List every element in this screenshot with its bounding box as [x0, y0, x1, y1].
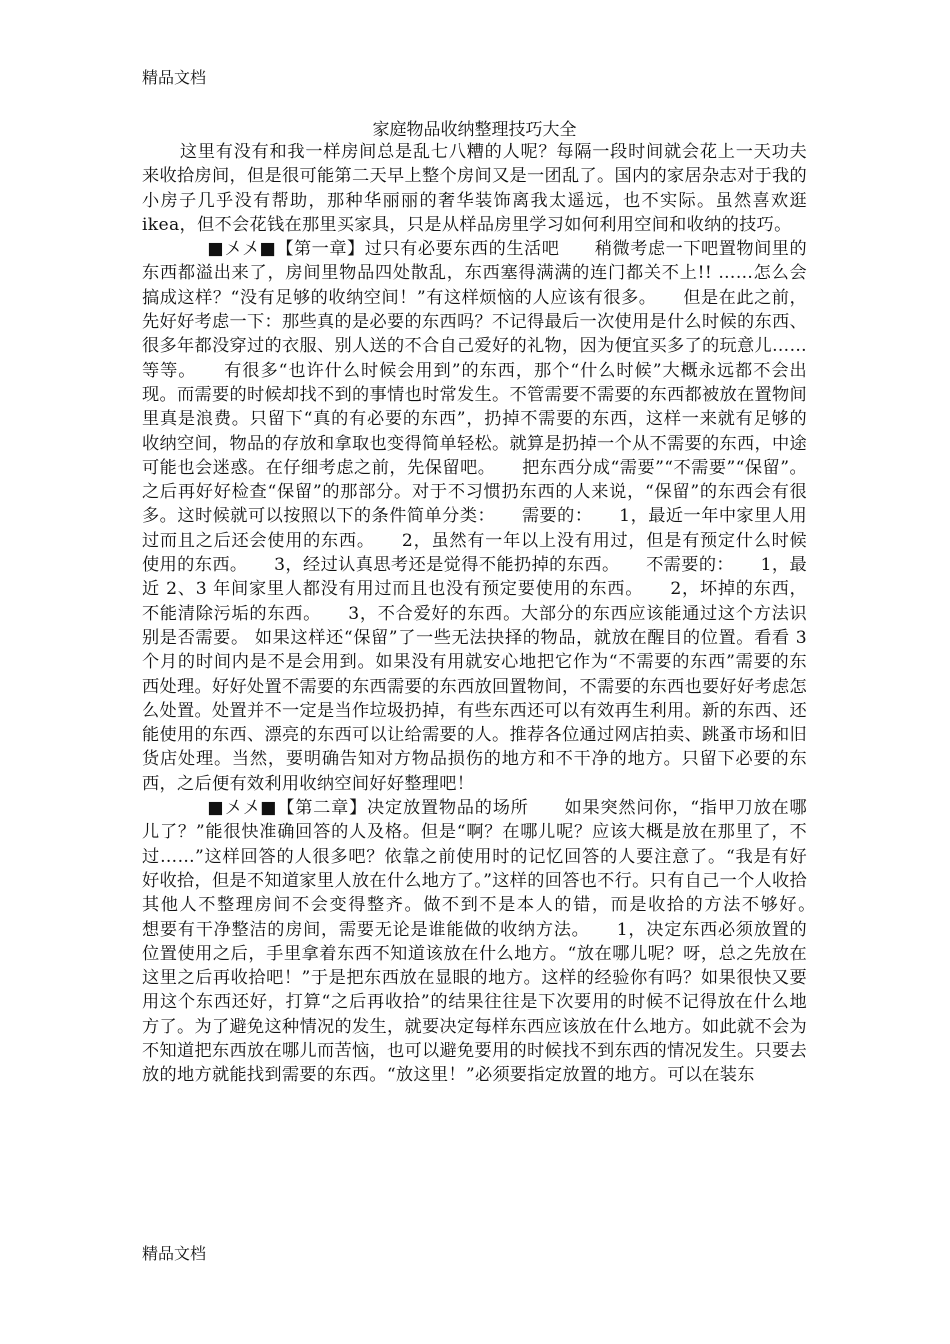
intro-paragraph: 这里有没有和我一样房间总是乱七八糟的人呢？每隔一段时间就会花上一天功夫来收拾房间，但是很可能第二天早上整个房间又是一团乱了。国内的家居杂志对于我的小房子几乎没有帮助，那种华丽丽的奢华装饰离我太遥远，也不实际。虽然喜欢逛 ikea，但不会花钱在那里买家具，只是从样品房里学习如何利用空间和收纳的技巧。 [142, 142, 807, 235]
page-footer-label: 精品文档 [142, 1244, 207, 1263]
document-title: 家庭物品收纳整理技巧大全 [372, 120, 577, 140]
document-body [142, 140, 842, 1088]
chapter-2-paragraph: ■〤〤■【第二章】决定放置物品的场所 如果突然问你，“指甲刀放在哪儿了？”能很快准确回答的人及格。但是“啊？在哪儿呢？应该大概是放在那里了，不过……”这样回答的人很多吧？依靠之前使用时的记忆回答的人要注意了。“我是有好好收拾，但是不知道家里人放在什么地方了。”这样的回答也不行。只有自己一个人收拾其他人不整理房间不会变得整齐。做不到不是本人的错，而是收拾的方法不够好。 想要有干净整洁的房间，需要无论是谁能做的收纳方法。 1，决定东西必须放置的位置使用之后，手里拿着东西不知道该放在什么地方。“放在哪儿呢？呀，总之先放在这里之后再收拾吧！”于是把东西放在显眼的地方。这样的经验你有吗？如果很快又要用这个东西还好，打算“之后再收拾”的结果往往是下次要用的时候不记得放在什么地方了。为了避免这种情况的发生，就要决定每样东西应该放在什么地方。如此就不会为不知道把东西放在哪儿而苦恼，也可以避免要用的时候找不到东西的情况发生。只要去放的地方就能找到需要的东西。“放这里！”必须要指定放置的地方。可以在装东 [142, 798, 842, 1086]
chapter-1-paragraph: ■〤〤■【第一章】过只有必要东西的生活吧 稍微考虑一下吧置物间里的东西都溢出来了，房间里物品四处散乱，东西塞得满满的连门都关不上!! ……怎么会搞成这样？“没有足够的收纳空间！”有这样烦恼的人应该有很多。 但是在此之前，先好好考虑一下：那些真的是必要的东西吗？不记得最后一次使用是什么时候的东西、很多年都没穿过的衣服、别人送的不合自己爱好的礼物，因为便宜买多了的玩意儿……等等。 有很多“也许什么时候会用到”的东西，那个“什么时候”大概永远都不会出现。而需要的时候却找不到的事情也时常发生。不管需要不需要的东西都被放在置物间里真是浪费。只留下“真的有必要的东西”，扔掉不需要的东西，这样一来就有足够的收纳空间，物品的存放和拿取也变得简单轻松。就算是扔掉一个从不需要的东西，中途可能也会迷惑。在仔细考虑之前，先保留吧。 把东西分成“需要”“不需要”“保留”。之后再好好检查“保留”的那部分。对于不习惯扔东西的人来说，“保留”的东西会有很多。这时候就可以按照以下的条件简单分类： 需要的： 1，最近一年中家里人用过而且之后还会使用的东西。 2，虽然有一年以上没有用过，但是有预定什么时候使用的东西。 3，经过认真思考还是觉得不能扔掉的东西。 不需要的： 1，最近 2、3 年间家里人都没有用过而且也没有预定要使用的东西。 2，坏掉的东西，不能清除污垢的东西。 3，不合爱好的东西。大部分的东西应该能通过这个方法识别是否需要。 如果这样还“保留”了一些无法抉择的物品，就放在醒目的位置。看看 3 个月的时间内是不是会用到。如果没有用就安心地把它作为“不需要的东西”需要的东西处理。好好处置不需要的东西需要的东西放回置物间，不需要的东西也要好好考虑怎么处置。处置并不一定是当作垃圾扔掉，有些东西还可以有效再生利用。新的东西、还能使用的东西、漂亮的东西可以让给需要的人。推荐各位通过网店拍卖、跳蚤市场和旧货店处理。当然，要明确告知对方物品损伤的地方和不干净的地方。只留下必要的东西，之后便有效利用收纳空间好好整理吧！ [142, 239, 807, 794]
page-header-label: 精品文档 [142, 68, 207, 87]
